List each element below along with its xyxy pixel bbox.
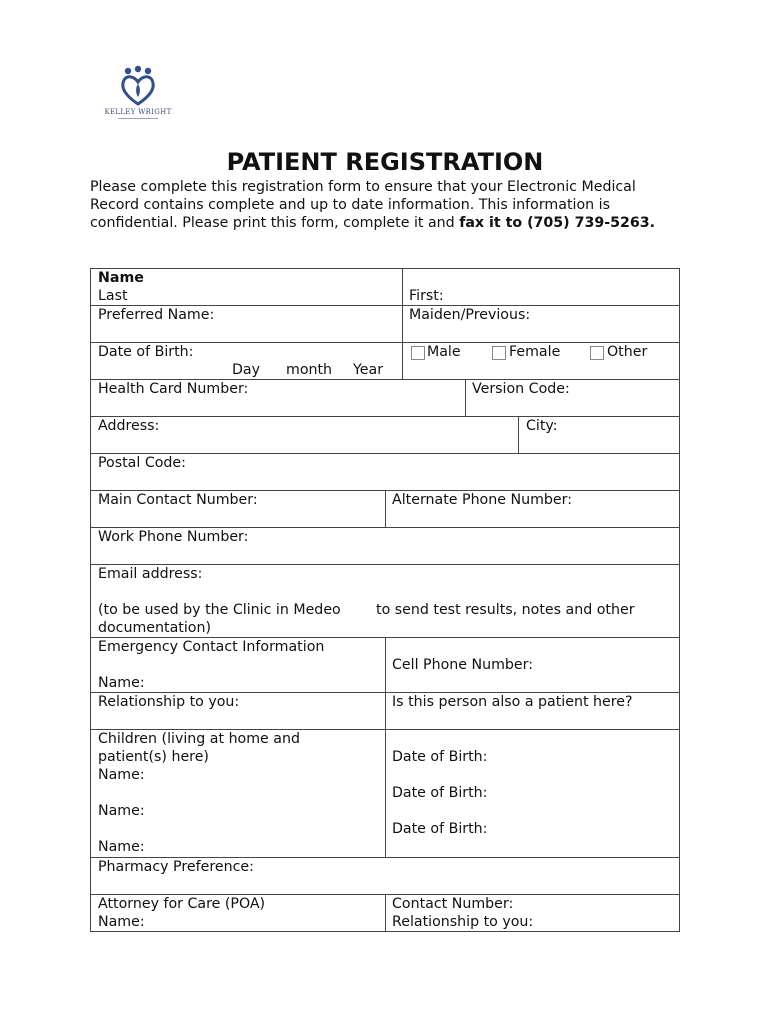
dob-row	[90, 342, 680, 379]
other-label: Other	[607, 344, 648, 360]
child-dob-label-1[interactable]: Date of Birth:	[392, 749, 488, 765]
registration-form	[90, 268, 680, 932]
divider	[385, 895, 386, 931]
logo-rule	[118, 118, 158, 119]
dob-year-label: Year	[353, 362, 384, 378]
emergency-cell-label[interactable]: Cell Phone Number:	[392, 657, 534, 673]
female-label: Female	[509, 344, 561, 360]
address-label[interactable]: Address:	[98, 418, 160, 434]
other-checkbox[interactable]	[590, 346, 604, 360]
main-contact-label[interactable]: Main Contact Number:	[98, 492, 258, 508]
divider	[385, 491, 386, 527]
postal-code-label[interactable]: Postal Code:	[98, 455, 186, 471]
poa-contact-label[interactable]: Contact Number:	[392, 896, 514, 912]
child-name-label-1[interactable]: Name:	[98, 767, 145, 783]
last-name-label[interactable]: Last	[98, 288, 128, 304]
children-header-line1: Children (living at home and	[98, 731, 300, 747]
name-row	[90, 268, 680, 305]
email-row	[90, 564, 680, 637]
emergency-contact-row	[90, 637, 680, 692]
male-label: Male	[427, 344, 461, 360]
divider	[518, 417, 519, 453]
email-note-line1: (to be used by the Clinic in Medeo	[98, 602, 341, 618]
divider	[465, 380, 466, 416]
preferred-name-row	[90, 305, 680, 342]
pharmacy-label[interactable]: Pharmacy Preference:	[98, 859, 254, 875]
also-patient-label[interactable]: Is this person also a patient here?	[392, 694, 633, 710]
dob-day-label: Day	[232, 362, 261, 378]
email-note-line1b: to send test results, notes and other	[376, 602, 635, 618]
dob-label[interactable]: Date of Birth:	[98, 344, 194, 360]
divider	[385, 730, 386, 857]
female-checkbox[interactable]	[492, 346, 506, 360]
family-heart-icon	[98, 64, 178, 108]
child-dob-label-3[interactable]: Date of Birth:	[392, 821, 488, 837]
health-card-label[interactable]: Health Card Number:	[98, 381, 249, 397]
phone-row	[90, 490, 680, 527]
postal-code-row	[90, 453, 680, 490]
address-row	[90, 416, 680, 453]
version-code-label[interactable]: Version Code:	[472, 381, 570, 397]
divider	[402, 343, 403, 379]
pharmacy-row	[90, 857, 680, 894]
child-name-label-2[interactable]: Name:	[98, 803, 145, 819]
work-phone-row	[90, 527, 680, 564]
alternate-phone-label[interactable]: Alternate Phone Number:	[392, 492, 572, 508]
intro-paragraph	[90, 178, 680, 232]
dob-month-label: month	[286, 362, 333, 378]
work-phone-label[interactable]: Work Phone Number:	[98, 529, 249, 545]
child-name-label-3[interactable]: Name:	[98, 839, 145, 855]
email-label[interactable]: Email address:	[98, 566, 203, 582]
relationship-row	[90, 692, 680, 729]
divider	[385, 638, 386, 692]
poa-row	[90, 894, 680, 932]
maiden-name-label[interactable]: Maiden/Previous:	[409, 307, 531, 323]
intro-text: Please complete this registration form to ensure that your Electronic Medical Record contains complete and up to date information. This information is confidential. Please print this form, complete it and	[90, 179, 636, 231]
relationship-label[interactable]: Relationship to you:	[98, 694, 240, 710]
child-dob-label-2[interactable]: Date of Birth:	[392, 785, 488, 801]
clinic-logo	[98, 64, 178, 126]
poa-relationship-label[interactable]: Relationship to you:	[392, 914, 534, 930]
children-header-line2: patient(s) here)	[98, 749, 209, 765]
city-label[interactable]: City:	[526, 418, 558, 434]
divider	[385, 693, 386, 729]
preferred-name-label[interactable]: Preferred Name:	[98, 307, 215, 323]
emergency-header: Emergency Contact Information	[98, 639, 325, 655]
first-name-label[interactable]: First:	[409, 288, 444, 304]
divider	[402, 306, 403, 342]
page-title: PATIENT REGISTRATION	[226, 148, 544, 176]
male-checkbox[interactable]	[411, 346, 425, 360]
poa-name-label[interactable]: Name:	[98, 914, 145, 930]
poa-header: Attorney for Care (POA)	[98, 896, 266, 912]
emergency-name-label[interactable]: Name:	[98, 675, 145, 691]
logo-text: KELLEY WRIGHT	[104, 108, 172, 116]
name-header: Name	[98, 270, 144, 286]
children-row	[90, 729, 680, 857]
divider	[402, 269, 403, 305]
fax-instruction: fax it to (705) 739-5263.	[459, 215, 655, 231]
email-note-line2: documentation)	[98, 620, 211, 636]
health-card-row	[90, 379, 680, 416]
